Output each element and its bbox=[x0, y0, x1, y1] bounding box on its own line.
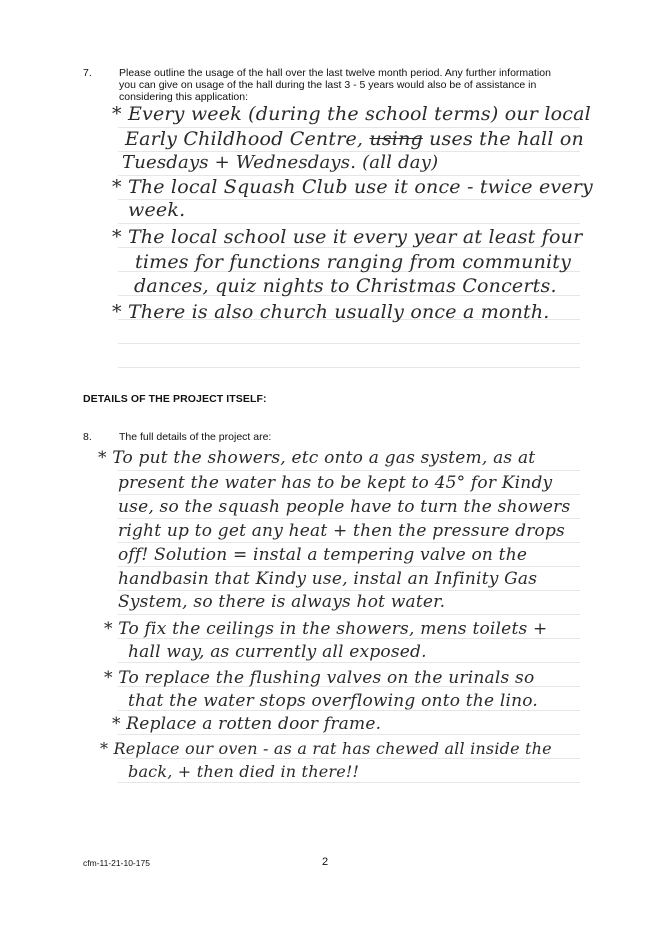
question-7-prompt bbox=[119, 67, 589, 103]
handwritten-line: * To fix the ceilings in the showers, mens toilets + bbox=[104, 619, 548, 639]
section-heading: DETAILS OF THE PROJECT ITSELF: bbox=[83, 393, 267, 405]
handwritten-line: dances, quiz nights to Christmas Concerts. bbox=[134, 275, 557, 297]
question-7-prompt-line: you can give on usage of the hall during the last 3 - 5 years would also be of assistance in bbox=[119, 79, 537, 91]
handwritten-line: * Replace a rotten door frame. bbox=[112, 714, 382, 734]
question-7-number: 7. bbox=[83, 67, 92, 79]
form-code: cfm-11-21-10-175 bbox=[83, 858, 150, 868]
handwritten-line: back, + then died in there!! bbox=[128, 762, 360, 781]
handwritten-line: off! Solution = instal a tempering valve on the bbox=[118, 545, 528, 565]
question-8-prompt: The full details of the project are: bbox=[119, 431, 272, 443]
handwritten-line: present the water has to be kept to 45° for Kindy bbox=[118, 473, 553, 493]
handwritten-line: handbasin that Kindy use, instal an Infinity Gas bbox=[118, 569, 538, 589]
question-7-prompt-line: Please outline the usage of the hall over the last twelve month period. Any further information bbox=[119, 67, 551, 79]
handwritten-line: week. bbox=[128, 199, 186, 221]
handwritten-line: Tuesdays + Wednesdays. (all day) bbox=[122, 152, 439, 173]
handwritten-line: times for functions ranging from community bbox=[135, 251, 572, 273]
handwritten-line: * To put the showers, etc onto a gas system, as at bbox=[98, 448, 536, 468]
handwritten-line: * There is also church usually once a month. bbox=[112, 301, 550, 323]
handwritten-line: * To replace the flushing valves on the urinals so bbox=[104, 668, 535, 688]
handwritten-line bbox=[125, 128, 584, 150]
handwritten-line: * Replace our oven - as a rat has chewed all inside the bbox=[100, 739, 552, 758]
page-number: 2 bbox=[322, 856, 329, 868]
handwritten-line: right up to get any heat + then the pressure drops bbox=[118, 521, 565, 541]
handwritten-segment: uses the hall on bbox=[422, 128, 584, 150]
handwritten-segment: Early Childhood Centre, bbox=[125, 128, 370, 150]
handwritten-line: System, so there is always hot water. bbox=[118, 592, 446, 612]
question-8-number: 8. bbox=[83, 431, 92, 443]
handwritten-line: * The local Squash Club use it once - twice every bbox=[112, 176, 593, 198]
handwritten-line: use, so the squash people have to turn the showers bbox=[118, 497, 571, 517]
question-7-prompt-line: considering this application: bbox=[119, 91, 248, 103]
handwritten-line: that the water stops overflowing onto the lino. bbox=[128, 691, 538, 711]
handwritten-line: hall way, as currently all exposed. bbox=[128, 642, 427, 662]
struck-out-word: using bbox=[369, 128, 423, 150]
handwritten-line: * Every week (during the school terms) our local bbox=[112, 103, 591, 125]
handwritten-line: * The local school use it every year at least four bbox=[112, 226, 583, 248]
